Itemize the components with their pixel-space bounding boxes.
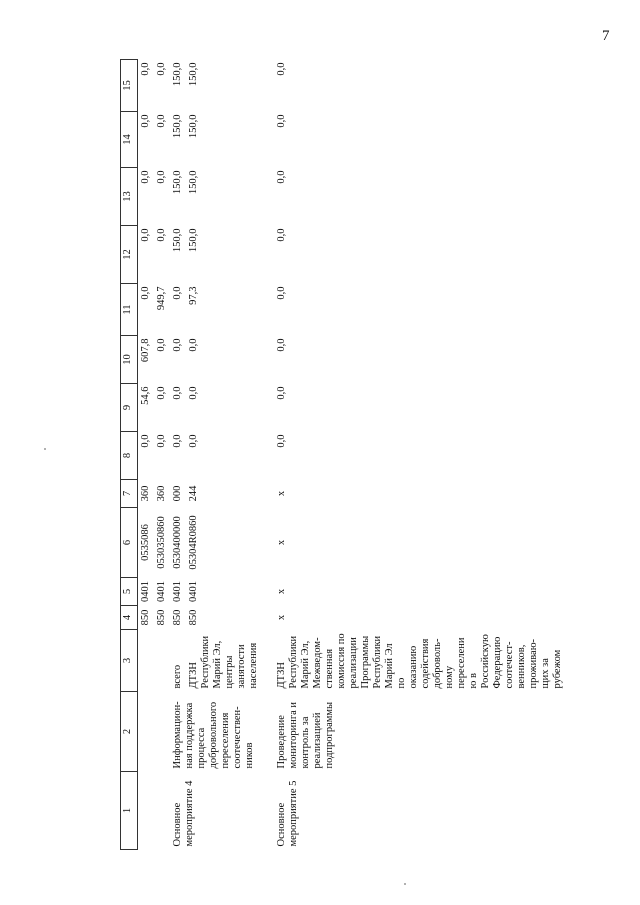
activity-4-block: [170, 60, 262, 850]
table-cell: 8: [121, 432, 138, 480]
table-cell: 0530350860: [156, 516, 167, 569]
table-cell: 0,0: [140, 114, 151, 128]
table-cell: 0,0: [140, 434, 151, 448]
table-cell: 850: [188, 609, 199, 626]
table-cell: 4: [121, 606, 138, 630]
table-cell: 12: [121, 226, 138, 284]
table-cell: x: [276, 588, 287, 595]
table-cell: ДТЗН Республики Марий Эл, Межведом-ственная комиссия по реализации Программы Республики Марий Эл по оказанию содействия доброволь-ному переселению в Российскую Федерацию соотечест-венников, проживаю-щих за рубежом: [276, 633, 563, 689]
table-cell: 850: [140, 609, 151, 626]
table-cell: 0,0: [172, 286, 183, 300]
table-cell: 54,6: [140, 386, 151, 405]
header-row: [121, 60, 138, 850]
table-cell: 0,0: [156, 62, 167, 76]
table-cell: 0,0: [188, 386, 199, 400]
table-cell: 0,0: [276, 228, 287, 242]
table-cell: 0,0: [140, 62, 151, 76]
table-cell: 0,0: [172, 386, 183, 400]
table-cell: 5: [121, 578, 138, 606]
table-cell: Основное мероприятие 5: [276, 780, 299, 847]
table-cell: всего: [172, 664, 183, 689]
page-number: 7: [602, 28, 610, 44]
table-cell: [154, 630, 170, 692]
table-cell: 0,0: [156, 434, 167, 448]
table-cell: [138, 772, 155, 850]
table-cell: 150,0: [172, 228, 183, 253]
table-cell: 0,0: [276, 170, 287, 184]
table-cell: 0,0: [188, 434, 199, 448]
table-cell: x: [276, 490, 287, 497]
table-cell: [138, 630, 155, 692]
table-cell: 0,0: [140, 228, 151, 242]
table-cell: 0,0: [156, 338, 167, 352]
table-cell: x: [276, 614, 287, 621]
table-cell: 10: [121, 336, 138, 384]
table-cell: 0530400000: [172, 516, 183, 569]
table-cell: 14: [121, 112, 138, 168]
activity-5-block: [274, 60, 566, 850]
table-cell: 05304R0860: [188, 515, 199, 570]
table-cell: 0,0: [276, 286, 287, 300]
table-cell: 0401: [172, 581, 183, 602]
table-cell: 850: [172, 609, 183, 626]
table-cell: 360: [156, 485, 167, 502]
table-cell: 0,0: [156, 228, 167, 242]
table-cell: 150,0: [188, 62, 199, 87]
table-cell: 7: [121, 480, 138, 508]
table-cell: 0,0: [276, 338, 287, 352]
table-cell: 0,0: [156, 170, 167, 184]
table-cell: 0,0: [276, 434, 287, 448]
continued-rows: [138, 60, 171, 850]
table-row: [170, 60, 186, 850]
table-cell: 360: [140, 485, 151, 502]
table-cell: 0,0: [188, 338, 199, 352]
table-cell: 0401: [140, 581, 151, 602]
table-cell: 6: [121, 508, 138, 578]
table-cell: 0,0: [172, 434, 183, 448]
table-cell: Основное мероприятие 4: [172, 780, 195, 847]
table-cell: 607,8: [140, 338, 151, 363]
table-cell: 9: [121, 384, 138, 432]
table-cell: 97,3: [188, 286, 199, 305]
table-row: [138, 60, 155, 850]
table-cell: ДТЗН Республики Марий Эл, центры занятости населения: [188, 635, 259, 689]
table-cell: 244: [188, 485, 199, 502]
table-cell: 0,0: [172, 338, 183, 352]
table-cell: x: [276, 539, 287, 546]
table-cell: Проведение мониторинга и контроль за реализацией подпрограммы: [276, 701, 335, 769]
table-cell: 0,0: [140, 170, 151, 184]
table-cell: 0535086: [140, 524, 151, 561]
table-cell: 0401: [188, 581, 199, 602]
table-cell: 1: [121, 772, 138, 850]
table-cell: [154, 772, 170, 850]
table-cell: 949,7: [156, 286, 167, 311]
table-cell: 13: [121, 168, 138, 226]
table-cell: 150,0: [172, 114, 183, 139]
table-cell: 150,0: [188, 170, 199, 195]
table-cell: [138, 692, 155, 772]
table-cell: 150,0: [188, 228, 199, 253]
table-cell: 11: [121, 284, 138, 336]
scan-speck: [404, 883, 406, 885]
table-cell: Информацион-ная поддержка процесса добровольного переселения соотечествен-ников: [172, 701, 255, 769]
rotated-page-content: [120, 0, 640, 850]
table-cell: 150,0: [172, 62, 183, 87]
table-cell: 150,0: [172, 170, 183, 195]
table-cell: 0401: [156, 581, 167, 602]
table-cell: 850: [156, 609, 167, 626]
table-cell: 15: [121, 60, 138, 112]
table-row: [274, 60, 566, 850]
table-cell: 000: [172, 485, 183, 502]
scan-speck: [44, 448, 46, 450]
table-cell: 0,0: [156, 386, 167, 400]
table-cell: 0,0: [140, 286, 151, 300]
table-cell: 3: [121, 630, 138, 692]
table-cell: 0,0: [276, 386, 287, 400]
table-cell: 0,0: [276, 62, 287, 76]
table-cell: 2: [121, 692, 138, 772]
table-cell: 150,0: [188, 114, 199, 139]
table-cell: 0,0: [156, 114, 167, 128]
table-cell: 0,0: [276, 114, 287, 128]
table-row: [154, 60, 170, 850]
budget-table: [120, 59, 566, 850]
table-cell: [154, 692, 170, 772]
